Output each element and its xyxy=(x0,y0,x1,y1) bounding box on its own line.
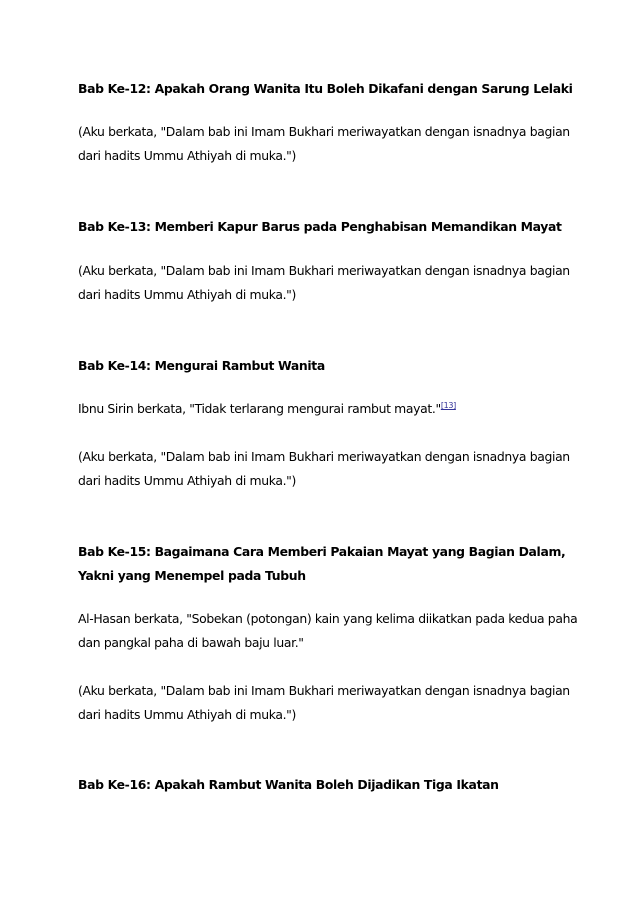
heading-bab-16: Bab Ke-16: Apakah Rambut Wanita Boleh Dijadikan Tiga Ikatan xyxy=(78,777,499,792)
heading-bab-15: Bab Ke-15: Bagaimana Cara Memberi Pakaian Mayat yang Bagian Dalam, xyxy=(78,544,566,559)
heading-bab-14: Bab Ke-14: Mengurai Rambut Wanita xyxy=(78,358,325,373)
paragraph-line: dari hadits Ummu Athiyah di muka.") xyxy=(78,707,297,722)
footnote-ref-link[interactable]: [13] xyxy=(440,400,456,410)
paragraph-line: (Aku berkata, "Dalam bab ini Imam Bukhari meriwayatkan dengan isnadnya bagian xyxy=(78,124,570,139)
paragraph-line: dari hadits Ummu Athiyah di muka.") xyxy=(78,287,297,302)
paragraph-line xyxy=(78,401,456,417)
paragraph-text: Ibnu Sirin berkata, "Tidak terlarang mengurai rambut mayat." xyxy=(78,401,441,416)
paragraph-line: (Aku berkata, "Dalam bab ini Imam Bukhari meriwayatkan dengan isnadnya bagian xyxy=(78,263,570,278)
paragraph-line: dari hadits Ummu Athiyah di muka.") xyxy=(78,148,297,163)
heading-bab-13: Bab Ke-13: Memberi Kapur Barus pada Penghabisan Memandikan Mayat xyxy=(78,219,562,234)
paragraph-line: dari hadits Ummu Athiyah di muka.") xyxy=(78,473,297,488)
paragraph-line: (Aku berkata, "Dalam bab ini Imam Bukhari meriwayatkan dengan isnadnya bagian xyxy=(78,683,570,698)
paragraph-line: Al-Hasan berkata, "Sobekan (potongan) kain yang kelima diikatkan pada kedua paha xyxy=(78,611,578,626)
heading-bab-15-cont: Yakni yang Menempel pada Tubuh xyxy=(78,568,306,583)
paragraph-line: dan pangkal paha di bawah baju luar." xyxy=(78,635,304,650)
heading-bab-12: Bab Ke-12: Apakah Orang Wanita Itu Boleh Dikafani dengan Sarung Lelaki xyxy=(78,81,573,96)
document-page xyxy=(78,0,578,903)
paragraph-line: (Aku berkata, "Dalam bab ini Imam Bukhari meriwayatkan dengan isnadnya bagian xyxy=(78,449,570,464)
